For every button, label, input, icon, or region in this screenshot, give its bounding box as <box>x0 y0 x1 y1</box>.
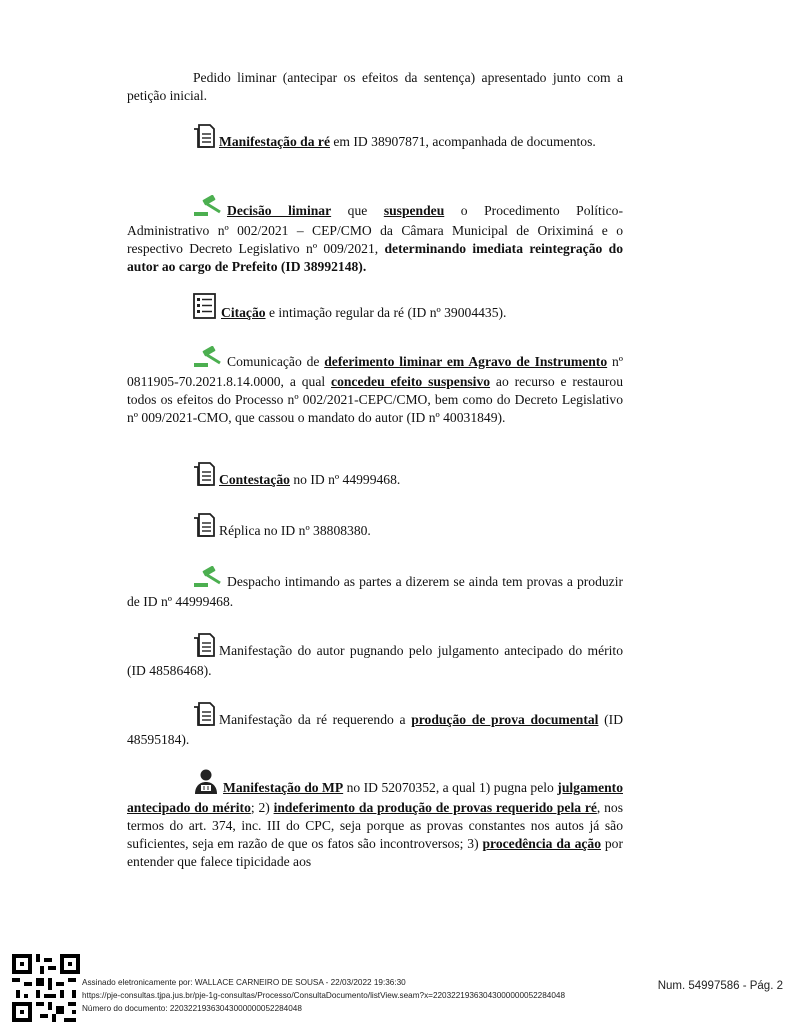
paragraph-despacho: Despacho intimando as partes a dizerem se ainda tem provas a produzir de ID nº 44999468. <box>127 566 623 611</box>
document-icon <box>193 702 215 731</box>
signature-footer <box>0 948 795 1024</box>
paragraph-citacao: Citação e intimação regular da ré (ID nº 39004435). <box>127 293 623 324</box>
paragraph-comunicacao-agravo: Comunicação de deferimento liminar em Agravo de Instrumento nº 0811905-70.2021.8.14.0000, a qual concedeu efeito suspensivo ao recurso e restaurou todos os efeitos do Processo nº 002/2021-CEPC/CMO, bem como do Decreto Legislativo nº 009/2021-CMO, que cassou o mandato do autor (ID nº 40031849). <box>127 346 623 427</box>
signed-by: Assinado eletronicamente por: WALLACE CARNEIRO DE SOUSA - 22/03/2022 19:36:30 <box>82 978 406 987</box>
paragraph-pedido-liminar: Pedido liminar (antecipar os efeitos da sentença) apresentado junto com a petição inicial. <box>127 70 623 103</box>
document-number: Número do documento: 22032219363043000000052284048 <box>82 1004 302 1013</box>
list-document-icon <box>193 293 217 324</box>
paragraph-decisao-liminar: Decisão liminar que suspendeu o Procedimento Político-Administrativo nº 002/2021 – CEP/CMO da Câmara Municipal de Oriximiná e o respectivo Decreto Legislativo nº 009/2021, determinando imediata reintegração do autor ao cargo de Prefeito (ID 38992148). <box>127 195 623 276</box>
paragraph-manifestacao-re: Manifestação da ré em ID 38907871, acompanhada de documentos. <box>127 124 623 153</box>
page-number: Num. 54997586 - Pág. 2 <box>657 980 783 992</box>
gavel-icon <box>193 346 223 373</box>
document-icon <box>193 633 215 662</box>
document-url[interactable]: https://pje-consultas.tjpa.jus.br/pje-1g-consultas/Processo/ConsultaDocumento/listView.seam?x=22032219363043000000052284048 <box>82 991 566 1000</box>
paragraph-manifestacao-mp: Manifestação do MP no ID 52070352, a qual 1) pugna pelo julgamento antecipado do mérito; 2) indeferimento da produção de provas requerido pela ré, nos termos do art. 374, inc. III do CPC, seja porque as provas constantes nos autos já são suficientes, seja em razão de que os fatos são incontroversos; 3) procedência da ação por entender que falece tipicidade aos <box>127 768 623 871</box>
paragraph-manifestacao-autor: Manifestação do autor pugnando pelo julgamento antecipado do mérito (ID 48586468). <box>127 633 623 680</box>
document-icon <box>193 124 215 153</box>
paragraph-contestacao: Contestação no ID nº 44999468. <box>127 462 623 491</box>
gavel-icon <box>193 566 223 593</box>
document-icon <box>193 462 215 491</box>
signature-info <box>82 976 565 1015</box>
prosecutor-icon <box>193 768 219 799</box>
document-icon <box>193 513 215 542</box>
paragraph-replica: Réplica no ID nº 38808380. <box>127 513 623 542</box>
qr-code-icon <box>12 954 80 1022</box>
paragraph-manifestacao-re-prova: Manifestação da ré requerendo a produção de prova documental (ID 48595184). <box>127 702 623 749</box>
gavel-icon <box>193 195 223 222</box>
